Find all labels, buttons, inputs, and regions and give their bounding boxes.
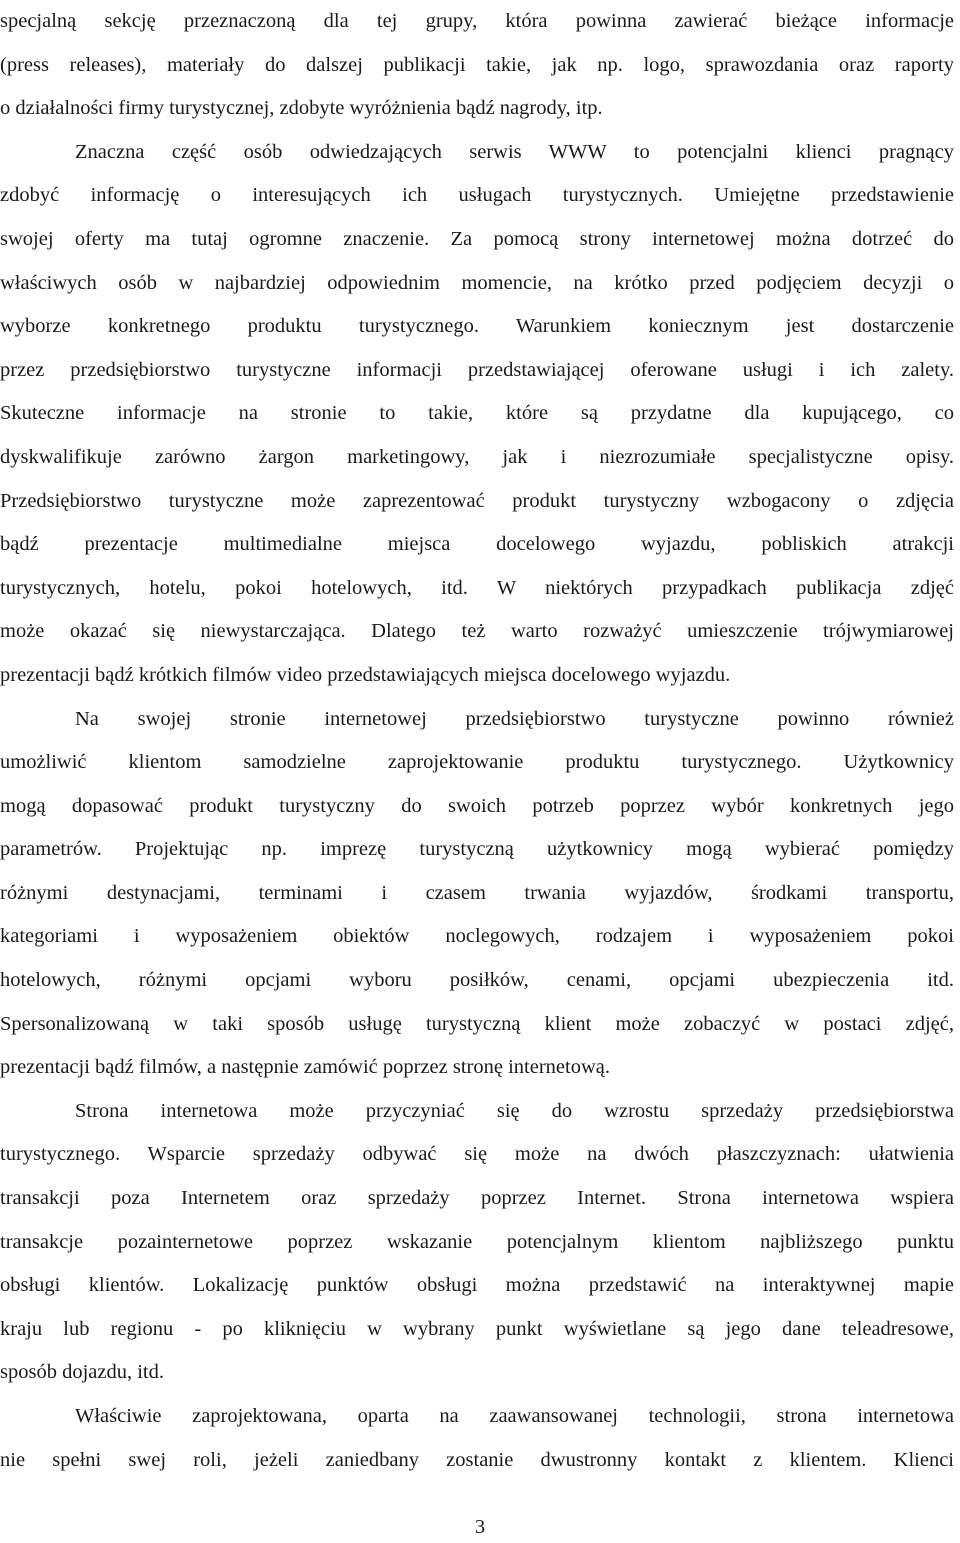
paragraph-start-line: Właściwie zaprojektowana, oparta na zaawansowanej technologii, strona internetowa [75,1405,954,1427]
text-line: właściwych osób w najbardziej odpowiednim momencie, na krótko przed podjęciem decyzji o [0,271,954,294]
text-line: turystycznych, hotelu, pokoi hotelowych, itd. W niektórych przypadkach publikacja zdjęć [0,576,954,599]
text-line: kategoriami i wyposażeniem obiektów noclegowych, rodzajem i wyposażeniem pokoi [0,925,954,948]
text-line: specjalną sekcję przeznaczoną dla tej grupy, która powinna zawierać bieżące informacje [0,10,954,32]
text-line: obsługi klientów. Lokalizację punktów obsługi można przedstawić na interaktywnej mapie [0,1274,954,1297]
text-line: Przedsiębiorstwo turystyczne może zaprezentować produkt turystyczny wzbogacony o zdjęcia [0,489,954,512]
text-line: prezentacji bądź filmów, a następnie zamówić poprzez stronę internetową. [0,1056,610,1079]
text-line: zdobyć informację o interesujących ich usługach turystycznych. Umiejętne przedstawienie [0,184,954,207]
text-line: kraju lub regionu - po kliknięciu w wybrany punkt wyświetlane są jego dane teleadresowe, [0,1317,954,1340]
text-line: Spersonalizowaną w taki sposób usługę turystyczną klient może zobaczyć w postaci zdjęć, [0,1012,954,1035]
text-line: hotelowych, różnymi opcjami wyboru posiłków, cenami, opcjami ubezpieczenia itd. [0,969,954,992]
text-line: wyborze konkretnego produktu turystycznego. Warunkiem koniecznym jest dostarczenie [0,315,954,338]
text-line: sposób dojazdu, itd. [0,1361,164,1384]
text-line: różnymi destynacjami, terminami i czasem trwania wyjazdów, środkami transportu, [0,881,954,904]
paragraph-start-line: Znaczna część osób odwiedzających serwis WWW to potencjalni klienci pragnący [75,140,954,163]
text-line: bądź prezentacje multimedialne miejsca docelowego wyjazdu, pobliskich atrakcji [0,533,954,556]
text-line: parametrów. Projektując np. imprezę turystyczną użytkownicy mogą wybierać pomiędzy [0,838,954,861]
text-line: może okazać się niewystarczająca. Dlatego też warto rozważyć umieszczenie trójwymiarowej [0,620,954,643]
text-line: umożliwić klientom samodzielne zaprojektowanie produktu turystycznego. Użytkownicy [0,751,954,774]
text-line: turystycznego. Wsparcie sprzedaży odbywać się może na dwóch płaszczyznach: ułatwienia [0,1143,954,1166]
paragraph-start-line: Strona internetowa może przyczyniać się do wzrostu sprzedaży przedsiębiorstwa [75,1099,954,1122]
text-line: o działalności firmy turystycznej, zdobyte wyróżnienia bądź nagrody, itp. [0,97,603,120]
text-line: dyskwalifikuje zarówno żargon marketingowy, jak i niezrozumiałe specjalistyczne opisy. [0,445,954,468]
text-line: nie spełni swej roli, jeżeli zaniedbany zostanie dwustronny kontakt z klientem. Klienci [0,1448,954,1471]
text-line: transakcji poza Internetem oraz sprzedaży poprzez Internet. Strona internetowa wspiera [0,1187,954,1210]
text-line: przez przedsiębiorstwo turystyczne informacji przedstawiającej oferowane usługi i ich zalety. [0,358,954,381]
text-line: swojej oferty ma tutaj ogromne znaczenie. Za pomocą strony internetowej można dotrzeć do [0,227,954,250]
paragraph-start-line: Na swojej stronie internetowej przedsiębiorstwo turystyczne powinno również [75,707,954,730]
text-line: prezentacji bądź krótkich filmów video przedstawiających miejsca docelowego wyjazdu. [0,663,731,686]
page-number: 3 [474,1516,486,1538]
text-line: transakcje pozainternetowe poprzez wskazanie potencjalnym klientom najbliższego punktu [0,1230,954,1253]
text-line: Skuteczne informacje na stronie to takie, które są przydatne dla kupującego, co [0,402,954,425]
text-line: (press releases), materiały do dalszej publikacji takie, jak np. logo, sprawozdania oraz raporty [0,53,954,76]
text-line: mogą dopasować produkt turystyczny do swoich potrzeb poprzez wybór konkretnych jego [0,794,954,817]
